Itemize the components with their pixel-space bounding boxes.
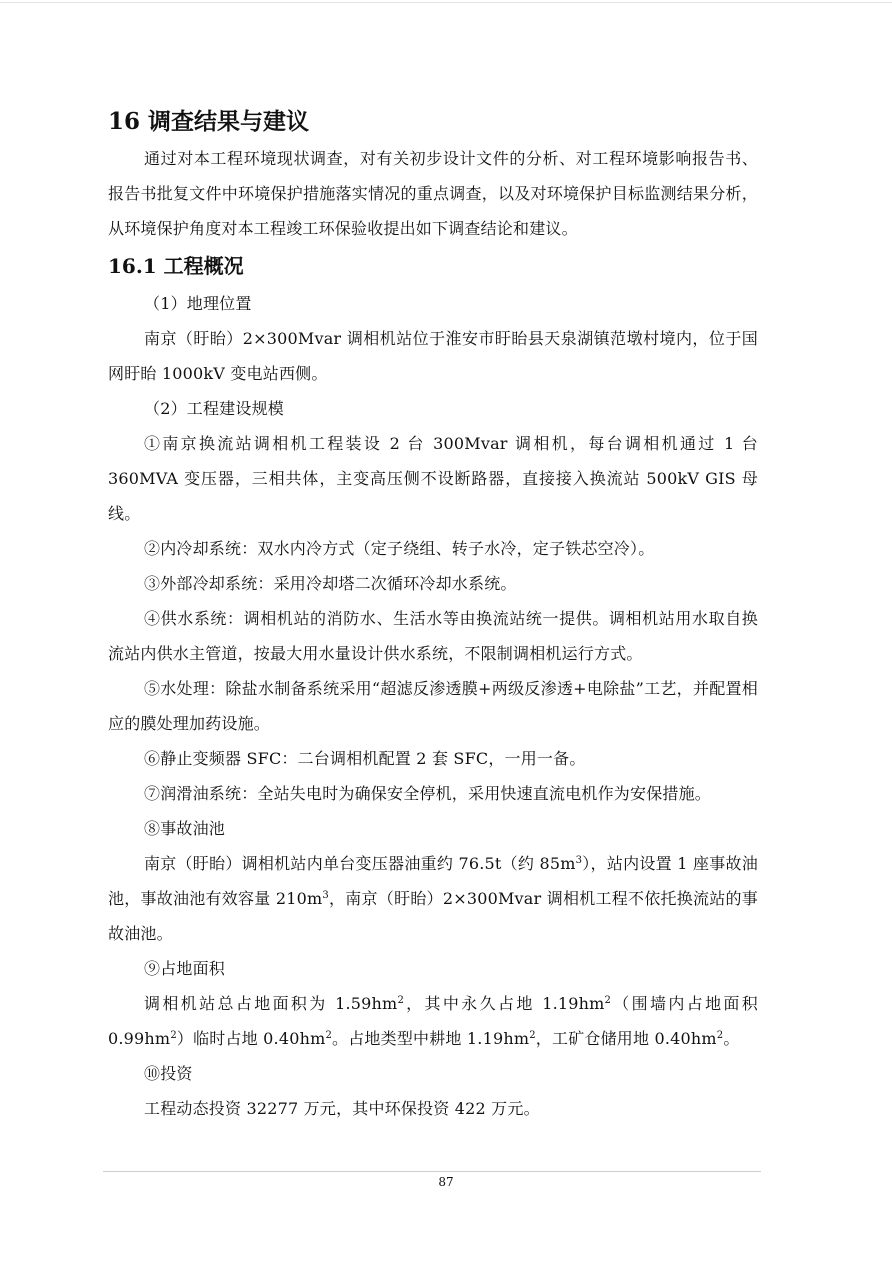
item-8-paragraph: 南京（盱眙）调相机站内单台变压器油重约 76.5t（约 $85m^3$），站内设置 1 座事故油池，事故油池有效容量 $210m^3$，南京（盱眙）2×300Mvar 调相机工程不依托换流站的事故油池。: [108, 854, 758, 943]
item-9-paragraph: 调相机站总占地面积为 $1.59hm^2$，其中永久占地 $1.19hm^2$（围墙内占地面积 $0.99hm^2$）临时占地 $0.40hm^2$。占地类型中耕地 $1.19hm^2$，工矿仓储用地 $0.40hm^2$。: [108, 994, 758, 1048]
item-7-paragraph: ⑦润滑油系统：全站失电时为确保安全停机，采用快速直流电机作为安保措施。: [144, 784, 712, 803]
chapter-heading: 16 调查结果与建议: [108, 108, 310, 135]
item-1-paragraph: ①南京换流站调相机工程装设 2 台 300Mvar 调相机，每台调相机通过 1 台 360MVA 变压器，三相共体，主变高压侧不设断路器，直接接入换流站 500kV GIS 母线。: [108, 434, 758, 523]
location-paragraph: 南京（盱眙）2×300Mvar 调相机站位于淮安市盱眙县天泉湖镇范墩村境内，位于国网盱眙 1000kV 变电站西侧。: [108, 329, 758, 383]
item-5-paragraph: ⑤水处理：除盐水制备系统采用“超滤反渗透膜+两级反渗透+电除盐”工艺，并配置相应的膜处理加药设施。: [108, 679, 758, 733]
item-10-paragraph: 工程动态投资 32277 万元，其中环保投资 422 万元。: [144, 1099, 540, 1118]
item-6-paragraph: ⑥静止变频器 SFC：二台调相机配置 2 套 SFC，一用一备。: [144, 749, 586, 768]
location-label: （1）地理位置: [144, 294, 252, 313]
item-9-label: ⑨占地面积: [144, 959, 226, 978]
item-8-label: ⑧事故油池: [144, 819, 226, 838]
intro-paragraph: 通过对本工程环境现状调查，对有关初步设计文件的分析、对工程环境影响报告书、报告书批复文件中环境保护措施落实情况的重点调查，以及对环境保护目标监测结果分析，从环境保护角度对本工程竣工环保验收提出如下调查结论和建议。: [108, 149, 758, 238]
item-4-paragraph: ④供水系统：调相机站的消防水、生活水等由换流站统一提供。调相机站用水取自换流站内供水主管道，按最大用水量设计供水系统，不限制调相机运行方式。: [108, 609, 758, 663]
top-border: [0, 2, 892, 3]
footer-divider: [103, 1171, 761, 1172]
section-heading: 16.1 工程概况: [108, 254, 244, 278]
scale-label: （2）工程建设规模: [144, 399, 284, 418]
section-body: [108, 286, 758, 1126]
item-10-label: ⑩投资: [144, 1064, 193, 1083]
document-body: [108, 103, 758, 1126]
item-3-paragraph: ③外部冷却系统：采用冷却塔二次循环冷却水系统。: [144, 574, 517, 593]
page-number: 87: [438, 1175, 454, 1189]
item-2-paragraph: ②内冷却系统：双水内冷方式（定子绕组、转子水冷，定子铁芯空冷）。: [144, 539, 655, 558]
